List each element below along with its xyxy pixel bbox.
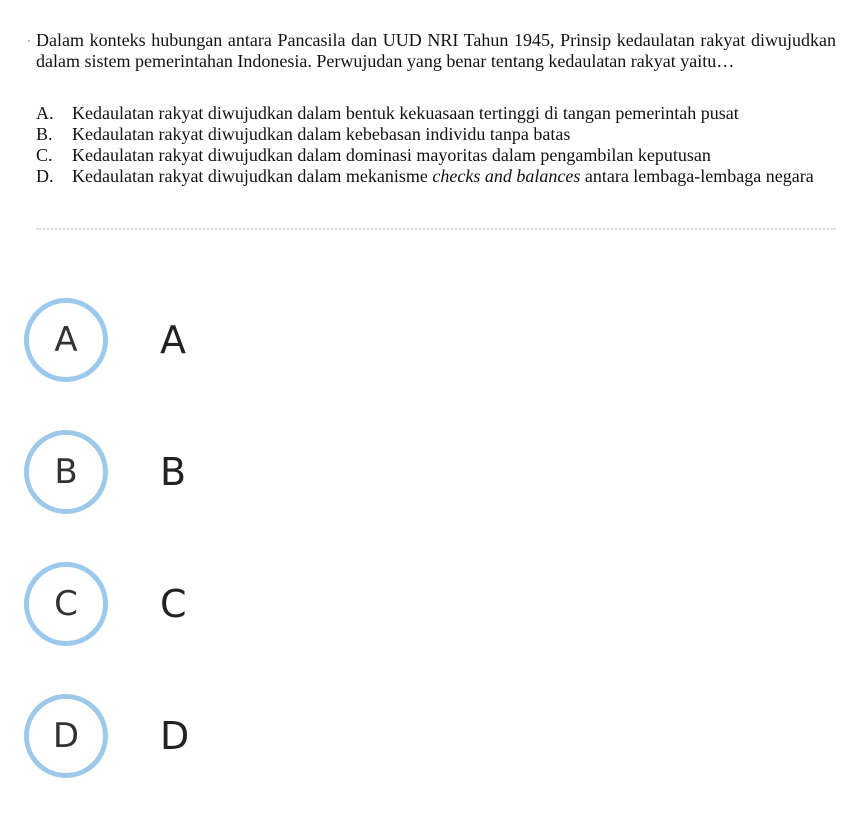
- option-letter: D.: [36, 166, 54, 186]
- option-text: [72, 166, 836, 187]
- answer-badge-b[interactable]: B: [24, 430, 108, 514]
- option-text: Kedaulatan rakyat diwujudkan dalam dominasi mayoritas dalam pengambilan keputusan: [72, 145, 711, 165]
- answer-badge-d[interactable]: D: [24, 694, 108, 778]
- answer-badge-a[interactable]: A: [24, 298, 108, 382]
- option-letter: C.: [36, 145, 53, 165]
- option-letter: B.: [36, 124, 53, 144]
- option-text: Kedaulatan rakyat diwujudkan dalam bentuk kekuasaan tertinggi di tangan pemerintah pusat: [72, 103, 739, 123]
- question-options: [36, 103, 836, 187]
- question-option-b: [36, 124, 836, 145]
- option-letter: A.: [36, 103, 54, 123]
- answer-label-d[interactable]: D: [160, 714, 190, 758]
- question-option-c: [36, 145, 836, 166]
- answer-choice-a[interactable]: [24, 292, 444, 388]
- dotted-divider: [36, 228, 836, 230]
- answer-badge-c[interactable]: C: [24, 562, 108, 646]
- option-text-start: Kedaulatan rakyat diwujudkan dalam mekanisme: [72, 166, 433, 186]
- stem-dot: [28, 40, 30, 42]
- question-option-a: [36, 103, 836, 124]
- question-option-d: [36, 166, 836, 187]
- answer-label-b[interactable]: B: [160, 450, 187, 494]
- answer-choice-d[interactable]: [24, 688, 444, 784]
- question-stem: Dalam konteks hubungan antara Pancasila dan UUD NRI Tahun 1945, Prinsip kedaulatan rakyat diwujudkan dalam sistem pemerintahan Indonesia. Perwujudan yang benar tentang kedaulatan rakyat yaitu…: [36, 30, 836, 71]
- answer-choice-c[interactable]: [24, 556, 444, 652]
- option-text: Kedaulatan rakyat diwujudkan dalam kebebasan individu tanpa batas: [72, 124, 571, 144]
- question-image: [0, 0, 861, 240]
- option-text-end: antara lembaga-lembaga negara: [580, 166, 814, 186]
- answer-label-a[interactable]: A: [160, 318, 186, 362]
- option-text-italic: checks and balances: [432, 166, 581, 186]
- answer-choice-b[interactable]: [24, 424, 444, 520]
- answer-label-c[interactable]: C: [160, 582, 187, 626]
